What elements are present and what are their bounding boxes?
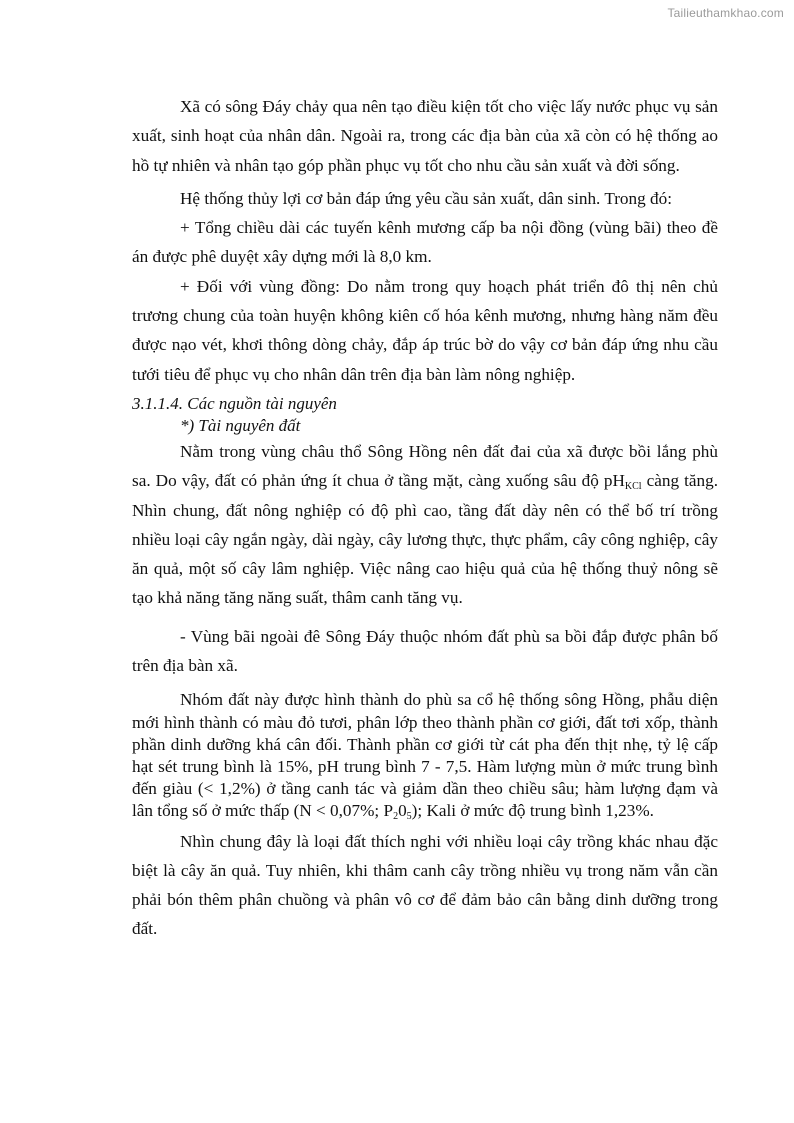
ph-subscript: KCl xyxy=(624,481,642,493)
document-page xyxy=(132,92,718,944)
soil-composition-text-a: Nhóm đất này được hình thành do phù sa cổ hệ thống sông Hồng, phẫu diện mới hình thành có màu đỏ tươi, phân lớp theo thành phần cơ giới, đất tơi xốp, thành phần dinh dưỡng khá cân đối. Thành phần cơ giới từ cát pha đến thịt nhẹ, tỷ lệ cấp hạt sét trung bình là 15%, pH trung bình 7 - 7,5. Hàm lượng mùn ở mức trung bình đến giàu (< 1,2%) ở tầng canh tác và giảm dần theo chiều sâu; hàm lượng đạm và lân tổng số ở mức thấp (N < 0,07%; P xyxy=(132,690,718,821)
section-heading: 3.1.1.4. Các nguồn tài nguyên xyxy=(132,393,337,413)
soil-overview-text-a: Nằm trong vùng châu thổ Sông Hồng nên đất đai của xã được bồi lắng phù sa. Do vậy, đất có phản ứng ít chua ở tầng mặt, càng xuống sâu độ pH xyxy=(132,441,718,491)
watermark-text: Tailieuthamkhao.com xyxy=(667,6,784,20)
paragraph-outer-dyke-zone: - Vùng bãi ngoài đê Sông Đáy thuộc nhóm đất phù sa bồi đắp được phân bố trên địa bàn xã. xyxy=(132,626,718,676)
p2o5-subscript-2: 2 xyxy=(393,811,399,823)
paragraph-soil-composition xyxy=(132,689,718,822)
soil-overview-text-b: càng tăng. Nhìn chung, đất nông nghiệp có độ phì cao, tầng đất dày nên có thể bố trí trồng nhiều loại cây ngắn ngày, dài ngày, cây lương thực, thực phẩm, cây công nghiệp, cây ăn quả, một số cây lâm nghiệp. Việc nâng cao hiệu quả của hệ thống thuỷ nông sẽ tạo khả năng tăng năng suất, thâm canh tăng vụ. xyxy=(132,471,718,608)
paragraph-irrigation-system: Hệ thống thủy lợi cơ bản đáp ứng yêu cầu sản xuất, dân sinh. Trong đó: xyxy=(180,188,672,208)
paragraph-soil-overview xyxy=(132,437,718,613)
paragraph-water-source: Xã có sông Đáy chảy qua nên tạo điều kiện tốt cho việc lấy nước phục vụ sản xuất, sinh hoạt của nhân dân. Ngoài ra, trong các địa bàn của xã còn có hệ thống ao hồ tự nhiên và nhân tạo góp phần phục vụ tốt cho nhu cầu sản xuất và đời sống. xyxy=(132,97,718,175)
soil-composition-text-b: 0 xyxy=(398,801,407,821)
soil-composition-text-c: ); Kali ở mức độ trung bình 1,23%. xyxy=(411,801,654,821)
p2o5-subscript-5: 5 xyxy=(406,811,412,823)
paragraph-conclusion: Nhìn chung đây là loại đất thích nghi với nhiều loại cây trồng khác nhau đặc biệt là cây ăn quả. Tuy nhiên, khi thâm canh cây trồng nhiều vụ trong năm vẫn cần phải bón thêm phân chuồng và phân vô cơ để đảm bảo cân bằng dinh dưỡng trong đất. xyxy=(132,831,718,939)
paragraph-field-zone: + Đối với vùng đồng: Do nằm trong quy hoạch phát triển đô thị nên chủ trương chung của toàn huyện không kiên cố hóa kênh mương, nhưng hàng năm đều được nạo vét, khơi thông dòng chảy, đắp áp trúc bờ do vậy cơ bản đáp ứng nhu cầu tưới tiêu để phục vụ cho nhân dân trên địa bàn làm nông nghiệp. xyxy=(132,276,718,384)
paragraph-canal-length: + Tổng chiều dài các tuyến kênh mương cấp ba nội đồng (vùng bãi) theo đề án được phê duyệt xây dựng mới là 8,0 km. xyxy=(132,218,718,267)
subsection-heading: *) Tài nguyên đất xyxy=(180,415,301,435)
